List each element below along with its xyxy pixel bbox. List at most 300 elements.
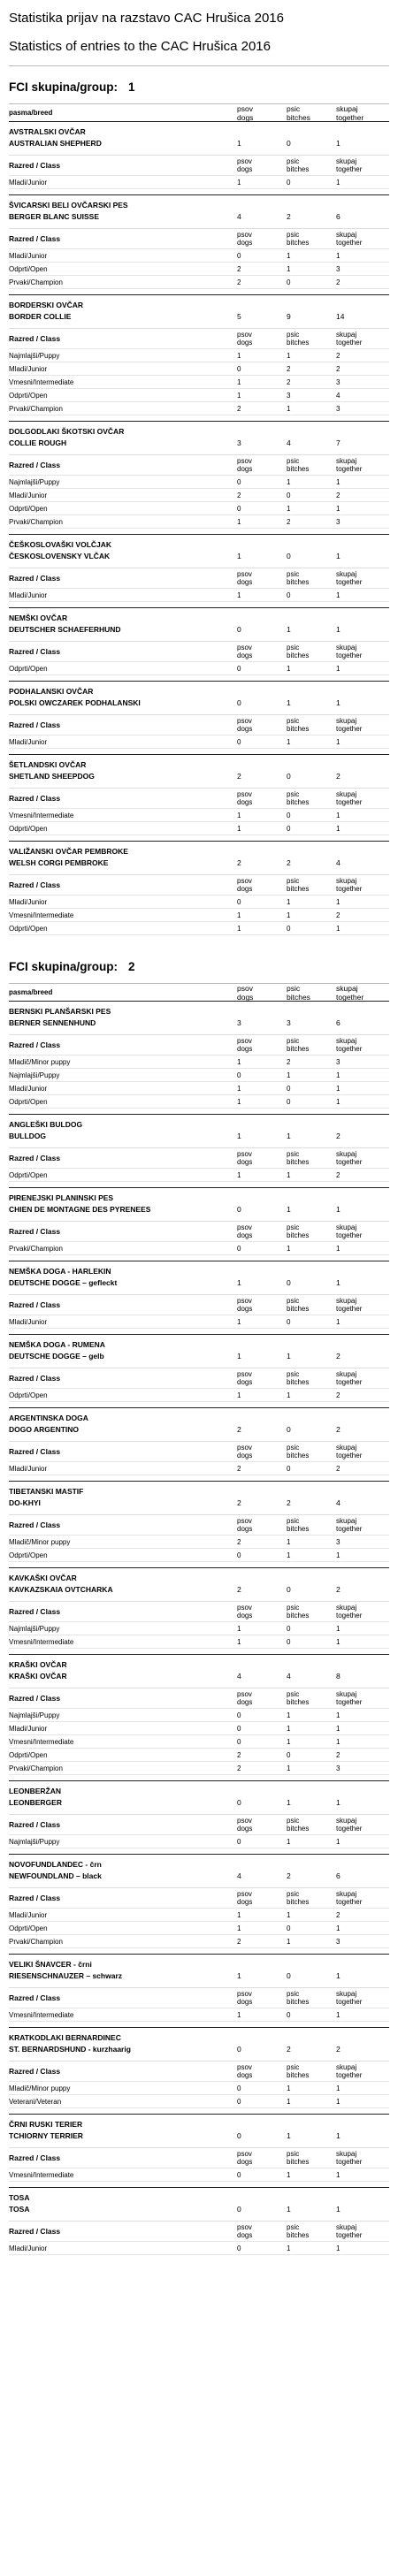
class-header-label: Razred / Class <box>9 334 61 343</box>
class-together: 1 <box>336 1737 341 1746</box>
class-together: 2 <box>336 1750 341 1759</box>
breed-total-row <box>9 624 389 636</box>
class-name: Najmlajši/Puppy <box>9 1837 60 1846</box>
total-bitches: 2 <box>287 1498 291 1507</box>
breed-total-row <box>9 1871 389 1882</box>
breed-name-english: LEONBERGER <box>9 1798 62 1807</box>
breed-spacer <box>9 2255 389 2260</box>
class-header-bitches: psic bitches <box>287 1297 310 1313</box>
class-header-label: Razred / Class <box>9 161 61 170</box>
breed-name-row <box>9 846 389 857</box>
breed-name-slovenian: BERNSKI PLANŠARSKI PES <box>9 1007 111 1016</box>
breed-name-english: TOSA <box>9 2205 30 2214</box>
class-together: 1 <box>336 2244 341 2252</box>
group-label: FCI skupina/group: <box>9 959 118 973</box>
breed-total-row <box>9 2044 389 2055</box>
breed-name-row <box>9 759 389 771</box>
breed-name-slovenian: ČRNI RUSKI TERIER <box>9 2120 83 2129</box>
breed-name-slovenian: TIBETANSKI MASTIF <box>9 1487 84 1496</box>
class-dogs: 0 <box>237 1737 241 1746</box>
class-bitches: 2 <box>287 377 291 386</box>
class-dogs: 2 <box>237 404 241 413</box>
class-bitches: 1 <box>287 2244 291 2252</box>
class-together: 1 <box>336 1071 341 1079</box>
breed-name-row <box>9 1339 389 1351</box>
class-bitches: 2 <box>287 1057 291 1066</box>
class-name: Najmlajši/Puppy <box>9 1071 60 1079</box>
breed-name-row <box>9 1266 389 1277</box>
class-header-bitches: psic bitches <box>287 1890 310 1906</box>
class-together: 3 <box>336 264 341 273</box>
class-together: 2 <box>336 1391 341 1399</box>
breed-name-english: COLLIE ROUGH <box>9 438 67 447</box>
class-header-dogs: psov dogs <box>237 644 253 659</box>
class-together: 1 <box>336 664 341 673</box>
class-bitches: 2 <box>287 517 291 526</box>
total-bitches: 2 <box>287 1871 291 1880</box>
class-header-label: Razred / Class <box>9 2067 61 2076</box>
class-header-label: Razred / Class <box>9 720 61 729</box>
class-row <box>9 921 389 935</box>
breed-name-row <box>9 1573 389 1584</box>
breed-block <box>9 194 389 294</box>
class-row <box>9 1921 389 1934</box>
class-header-dogs: psov dogs <box>237 1444 253 1459</box>
total-bitches: 0 <box>287 552 291 560</box>
class-dogs: 1 <box>237 811 241 819</box>
class-row <box>9 488 389 501</box>
class-together: 1 <box>336 477 341 486</box>
class-dogs: 1 <box>237 924 241 933</box>
class-header-label: Razred / Class <box>9 234 61 243</box>
class-dogs: 0 <box>237 1837 241 1846</box>
class-together: 1 <box>336 251 341 260</box>
class-header-label: Razred / Class <box>9 1607 61 1616</box>
class-header-together: skupaj together <box>336 1690 363 1706</box>
class-header-dogs: psov dogs <box>237 457 253 473</box>
total-together: 8 <box>336 1672 341 1680</box>
total-bitches: 0 <box>287 1278 291 1287</box>
breed-name-row <box>9 1006 389 1017</box>
breed-name-slovenian: PODHALANSKI OVČAR <box>9 687 94 696</box>
class-dogs: 1 <box>237 391 241 400</box>
breed-block <box>9 2114 389 2187</box>
class-header-dogs: psov dogs <box>237 1037 253 1053</box>
breed-total-row <box>9 1671 389 1682</box>
class-header-row <box>9 788 389 808</box>
class-dogs: 0 <box>237 664 241 673</box>
class-name: Mladi/Junior <box>9 491 48 499</box>
class-row <box>9 248 389 262</box>
dogs-column-header: psov dogs <box>237 103 254 122</box>
class-bitches: 0 <box>287 1097 291 1106</box>
class-header-dogs: psov dogs <box>237 2223 253 2239</box>
class-header-together: skupaj together <box>336 717 363 733</box>
class-row <box>9 661 389 675</box>
class-header-row <box>9 714 389 735</box>
breed-block <box>9 294 389 421</box>
class-bitches: 1 <box>287 1764 291 1772</box>
breed-total-row <box>9 1970 389 1982</box>
class-row <box>9 401 389 415</box>
class-name: Mladi/Junior <box>9 251 48 260</box>
class-bitches: 1 <box>287 1737 291 1746</box>
breed-name-row <box>9 1193 389 1204</box>
class-row <box>9 808 389 821</box>
class-dogs: 1 <box>237 824 241 833</box>
class-header-row <box>9 568 389 588</box>
class-header-bitches: psic bitches <box>287 2223 310 2239</box>
class-bitches: 1 <box>287 1910 291 1919</box>
total-bitches: 2 <box>287 858 291 867</box>
class-dogs: 2 <box>237 1464 241 1473</box>
total-dogs: 4 <box>237 212 241 221</box>
class-header-together: skupaj together <box>336 1444 363 1459</box>
class-header-bitches: psic bitches <box>287 457 310 473</box>
class-together: 3 <box>336 1764 341 1772</box>
breed-name-english: DOGO ARGENTINO <box>9 1425 80 1434</box>
class-name: Odprti/Open <box>9 1924 48 1932</box>
class-bitches: 1 <box>287 264 291 273</box>
breed-block <box>9 2187 389 2260</box>
total-bitches: 0 <box>287 1971 291 1980</box>
class-header-bitches: psic bitches <box>287 1037 310 1053</box>
class-header-row <box>9 1441 389 1461</box>
class-header-bitches: psic bitches <box>287 1690 310 1706</box>
breed-name-row <box>9 2119 389 2130</box>
class-together: 2 <box>336 491 341 499</box>
total-bitches: 1 <box>287 1205 291 1214</box>
class-bitches: 1 <box>287 1837 291 1846</box>
class-header-label: Razred / Class <box>9 647 61 656</box>
breed-name-english: NEWFOUNDLAND – black <box>9 1871 102 1880</box>
divider <box>9 65 389 66</box>
breed-name-slovenian: VALIŽANSKI OVČAR PEMBROKE <box>9 847 128 856</box>
table-header <box>9 983 389 1001</box>
class-header-bitches: psic bitches <box>287 717 310 733</box>
class-dogs: 0 <box>237 2170 241 2179</box>
class-dogs: 2 <box>237 264 241 273</box>
breed-block <box>9 534 389 607</box>
class-header-together: skupaj together <box>336 457 363 473</box>
total-dogs: 0 <box>237 625 241 634</box>
together-column-header: skupaj together <box>336 103 364 122</box>
total-together: 2 <box>336 1352 341 1360</box>
class-header-dogs: psov dogs <box>237 157 253 173</box>
class-header-row <box>9 2221 389 2241</box>
breed-block <box>9 2027 389 2114</box>
class-together: 4 <box>336 391 341 400</box>
class-row <box>9 1315 389 1329</box>
total-bitches: 2 <box>287 212 291 221</box>
total-bitches: 4 <box>287 1672 291 1680</box>
class-dogs: 0 <box>237 737 241 746</box>
class-dogs: 1 <box>237 377 241 386</box>
class-row <box>9 1461 389 1475</box>
class-row <box>9 1635 389 1649</box>
class-together: 1 <box>336 737 341 746</box>
class-row <box>9 348 389 362</box>
breed-name-row <box>9 1786 389 1797</box>
class-header-label: Razred / Class <box>9 1993 61 2002</box>
breed-total-row <box>9 1277 389 1289</box>
total-bitches: 4 <box>287 438 291 447</box>
class-dogs: 0 <box>237 2097 241 2106</box>
class-header-row <box>9 1368 389 1388</box>
breed-name-slovenian: DOLGODLAKI ŠKOTSKI OVČAR <box>9 427 125 436</box>
class-together: 1 <box>336 2170 341 2179</box>
class-header-together: skupaj together <box>336 2063 363 2079</box>
total-dogs: 0 <box>237 2205 241 2214</box>
breed-name-row <box>9 1486 389 1498</box>
class-name: Mladič/Minor puppy <box>9 1537 71 1546</box>
class-header-together: skupaj together <box>336 1817 363 1833</box>
class-header-label: Razred / Class <box>9 1694 61 1703</box>
class-bitches: 0 <box>287 824 291 833</box>
class-row <box>9 175 389 189</box>
class-header-bitches: psic bitches <box>287 1817 310 1833</box>
class-row <box>9 375 389 388</box>
breed-name-slovenian: KRAŠKI OVČAR <box>9 1660 67 1669</box>
total-dogs: 2 <box>237 858 241 867</box>
class-row <box>9 1708 389 1721</box>
together-column-header: skupaj together <box>336 983 364 1002</box>
class-bitches: 1 <box>287 664 291 673</box>
breed-name-row <box>9 2032 389 2044</box>
class-header-label: Razred / Class <box>9 2153 61 2162</box>
class-name: Prvaki/Champion <box>9 1244 63 1253</box>
class-bitches: 1 <box>287 1244 291 1253</box>
breed-name-english: TCHIORNY TERRIER <box>9 2131 83 2140</box>
breed-total-row <box>9 1017 389 1029</box>
breed-name-slovenian: NEMŠKA DOGA - RUMENA <box>9 1340 105 1349</box>
total-bitches: 1 <box>287 625 291 634</box>
class-header-label: Razred / Class <box>9 1374 61 1383</box>
class-bitches: 1 <box>287 2097 291 2106</box>
class-name: Vmesni/Intermediate <box>9 911 74 919</box>
class-row <box>9 1081 389 1094</box>
class-bitches: 0 <box>287 811 291 819</box>
class-dogs: 0 <box>237 897 241 906</box>
class-header-together: skupaj together <box>336 1990 363 2006</box>
total-together: 2 <box>336 1132 341 1140</box>
class-name: Vmesni/Intermediate <box>9 2170 74 2179</box>
class-bitches: 1 <box>287 404 291 413</box>
class-name: Mladi/Junior <box>9 897 48 906</box>
class-dogs: 0 <box>237 1724 241 1733</box>
class-bitches: 1 <box>287 1551 291 1559</box>
class-header-label: Razred / Class <box>9 1894 61 1902</box>
class-row <box>9 1241 389 1255</box>
breed-name-slovenian: ANGLEŠKI BULDOG <box>9 1120 83 1129</box>
class-dogs: 1 <box>237 1391 241 1399</box>
breed-total-row <box>9 1584 389 1596</box>
class-header-label: Razred / Class <box>9 1040 61 1049</box>
class-together: 3 <box>336 1937 341 1946</box>
class-header-together: skupaj together <box>336 1604 363 1620</box>
class-dogs: 0 <box>237 477 241 486</box>
class-header-bitches: psic bitches <box>287 157 310 173</box>
breed-total-row <box>9 311 389 323</box>
class-together: 1 <box>336 504 341 513</box>
class-name: Mladi/Junior <box>9 364 48 373</box>
fci-group-heading <box>9 958 389 974</box>
class-header-label: Razred / Class <box>9 880 61 889</box>
class-together: 2 <box>336 1170 341 1179</box>
class-header-together: skupaj together <box>336 1370 363 1386</box>
class-together: 3 <box>336 1057 341 1066</box>
breed-name-english: ST. BERNARDSHUND - kurzhaarig <box>9 2045 131 2054</box>
breed-name-english: BULLDOG <box>9 1132 47 1140</box>
class-together: 1 <box>336 1084 341 1093</box>
breed-total-row <box>9 1204 389 1216</box>
total-together: 1 <box>336 139 341 148</box>
class-name: Mladi/Junior <box>9 1910 48 1919</box>
total-together: 1 <box>336 1278 341 1287</box>
total-together: 2 <box>336 1585 341 1594</box>
document <box>0 11 398 2260</box>
breed-name-english: WELSH CORGI PEMBROKE <box>9 858 109 867</box>
total-together: 7 <box>336 438 341 447</box>
breed-total-row <box>9 857 389 869</box>
breed-total-row <box>9 1797 389 1809</box>
class-bitches: 0 <box>287 2010 291 2019</box>
breed-column-header: pasma/breed <box>9 109 53 117</box>
class-header-dogs: psov dogs <box>237 231 253 247</box>
total-dogs: 0 <box>237 1798 241 1807</box>
class-together: 3 <box>336 517 341 526</box>
class-row <box>9 475 389 488</box>
class-header-together: skupaj together <box>336 1223 363 1239</box>
class-header-together: skupaj together <box>336 1150 363 1166</box>
breed-block <box>9 1187 389 1261</box>
class-together: 1 <box>336 591 341 599</box>
total-dogs: 2 <box>237 1498 241 1507</box>
total-bitches: 1 <box>287 1352 291 1360</box>
breed-total-row <box>9 1131 389 1142</box>
class-together: 1 <box>336 897 341 906</box>
class-header-together: skupaj together <box>336 1037 363 1053</box>
class-row <box>9 1748 389 1761</box>
breed-total-row <box>9 211 389 223</box>
class-dogs: 0 <box>237 1071 241 1079</box>
class-row <box>9 275 389 289</box>
breed-total-row <box>9 1351 389 1362</box>
class-name: Mladič/Minor puppy <box>9 1057 71 1066</box>
class-header-together: skupaj together <box>336 157 363 173</box>
breed-block <box>9 1654 389 1780</box>
breed-name-english: CHIEN DE MONTAGNE DES PYRENEES <box>9 1205 151 1214</box>
class-header-label: Razred / Class <box>9 461 61 469</box>
breed-name-row <box>9 1413 389 1424</box>
class-header-dogs: psov dogs <box>237 717 253 733</box>
total-dogs: 1 <box>237 1278 241 1287</box>
breed-name-slovenian: NOVOFUNDLANDEC - črn <box>9 1860 102 1869</box>
title-english: Statistics of entries to the CAC Hrušica 2016 <box>9 39 271 54</box>
class-header-row <box>9 2061 389 2081</box>
total-dogs: 4 <box>237 1672 241 1680</box>
class-dogs: 0 <box>237 1551 241 1559</box>
class-together: 3 <box>336 404 341 413</box>
bitches-column-header: psic bitches <box>287 983 310 1002</box>
breed-name-slovenian: ČEŠKOSLOVAŠKI VOLČJAK <box>9 540 112 549</box>
class-header-row <box>9 641 389 661</box>
class-row <box>9 1834 389 1848</box>
class-name: Vmesni/Intermediate <box>9 2010 74 2019</box>
breed-name-row <box>9 200 389 211</box>
class-header-dogs: psov dogs <box>237 2063 253 2079</box>
total-together: 2 <box>336 2045 341 2054</box>
breed-name-row <box>9 2192 389 2204</box>
total-bitches: 0 <box>287 772 291 781</box>
class-bitches: 1 <box>287 1937 291 1946</box>
class-together: 1 <box>336 1244 341 1253</box>
breed-name-english: DEUTSCHE DOGGE – gelb <box>9 1352 104 1360</box>
class-name: Mladi/Junior <box>9 1317 48 1326</box>
class-row <box>9 1094 389 1109</box>
class-row <box>9 1908 389 1921</box>
class-header-bitches: psic bitches <box>287 1223 310 1239</box>
class-header-label: Razred / Class <box>9 1820 61 1829</box>
total-dogs: 3 <box>237 1018 241 1027</box>
class-bitches: 0 <box>287 1464 291 1473</box>
class-name: Odprti/Open <box>9 664 48 673</box>
class-header-row <box>9 1601 389 1621</box>
class-header-row <box>9 1147 389 1168</box>
class-dogs: 0 <box>237 1244 241 1253</box>
class-header-row <box>9 1221 389 1241</box>
class-dogs: 1 <box>237 1924 241 1932</box>
class-header-bitches: psic bitches <box>287 877 310 893</box>
class-together: 1 <box>336 1837 341 1846</box>
class-together: 1 <box>336 2097 341 2106</box>
class-bitches: 0 <box>287 1624 291 1633</box>
total-bitches: 1 <box>287 698 291 707</box>
class-name: Vmesni/Intermediate <box>9 811 74 819</box>
dogs-column-header: psov dogs <box>237 983 254 1002</box>
class-name: Vmesni/Intermediate <box>9 1737 74 1746</box>
class-name: Odprti/Open <box>9 1170 48 1179</box>
total-together: 1 <box>336 1971 341 1980</box>
class-row <box>9 501 389 514</box>
class-dogs: 2 <box>237 1764 241 1772</box>
class-header-row <box>9 2147 389 2168</box>
bitches-column-header: psic bitches <box>287 103 310 122</box>
total-bitches: 0 <box>287 139 291 148</box>
class-row <box>9 1734 389 1748</box>
class-row <box>9 895 389 908</box>
class-together: 1 <box>336 1724 341 1733</box>
breed-name-slovenian: ŠETLANDSKI OVČAR <box>9 760 87 769</box>
breed-name-english: DEUTSCHER SCHAEFERHUND <box>9 625 121 634</box>
breed-block <box>9 1780 389 1854</box>
class-row <box>9 262 389 275</box>
class-dogs: 1 <box>237 1317 241 1326</box>
class-dogs: 0 <box>237 2084 241 2092</box>
total-together: 1 <box>336 1205 341 1214</box>
class-header-row <box>9 1887 389 1908</box>
group-spacer <box>9 941 389 946</box>
breed-block <box>9 681 389 754</box>
table-header <box>9 103 389 121</box>
class-header-bitches: psic bitches <box>287 2150 310 2166</box>
class-bitches: 0 <box>287 1084 291 1093</box>
breed-block <box>9 121 389 194</box>
class-name: Prvaki/Champion <box>9 278 63 286</box>
total-together: 1 <box>336 625 341 634</box>
class-header-together: skupaj together <box>336 570 363 586</box>
class-bitches: 1 <box>287 2084 291 2092</box>
